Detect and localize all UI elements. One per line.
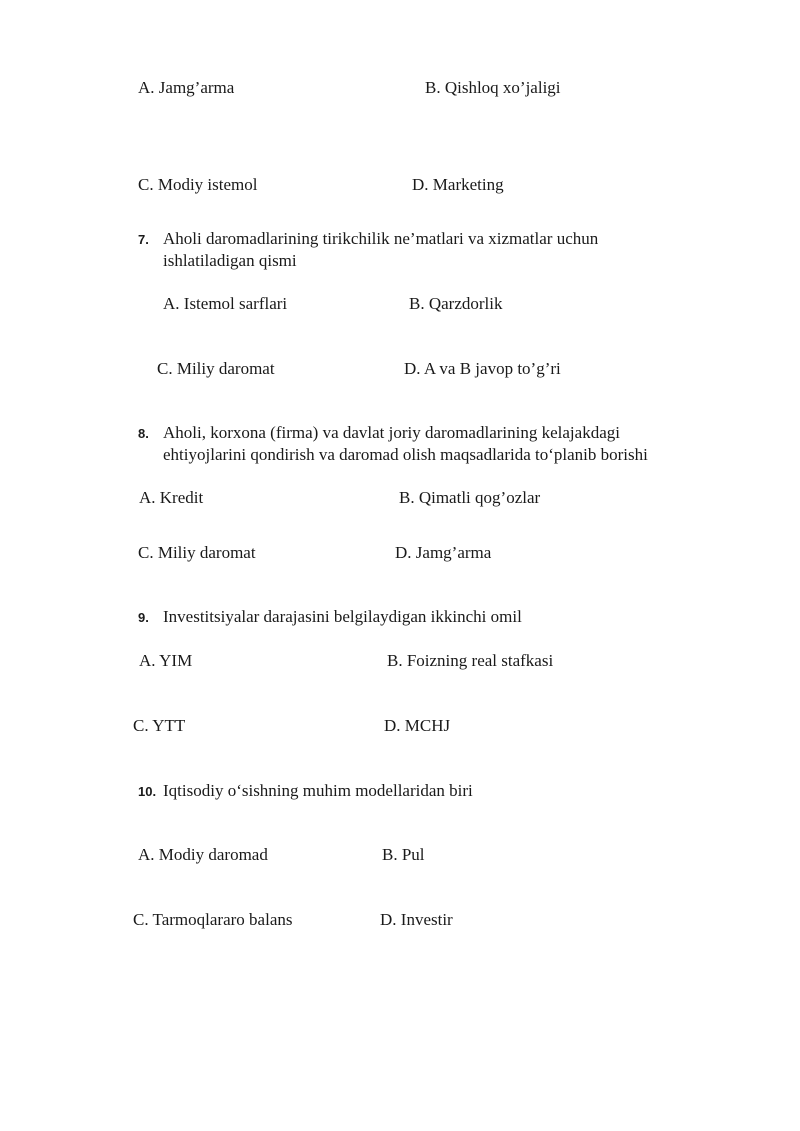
q6-option-b: B. Qishloq xo’jaligi <box>425 78 561 97</box>
q7-option-d: D. A va B javop to’g’ri <box>404 359 561 378</box>
q9-option-d: D. MCHJ <box>384 716 451 735</box>
q10-option-d: D. Investir <box>380 910 453 929</box>
q10-option-c: C. Tarmoqlararo balans <box>133 910 293 929</box>
q9-text-line1: Investitsiyalar darajasini belgilaydigan ikkinchi omil <box>163 607 522 626</box>
q8-text-line2: ehtiyojlarini qondirish va daromad olish maqsadlarida to‘planib borishi <box>163 445 648 464</box>
q9-option-a: A. YIM <box>139 651 193 670</box>
q10-text-line1: Iqtisodiy o‘sishning muhim modellaridan biri <box>163 781 473 800</box>
q9-option-b: B. Foizning real stafkasi <box>387 651 554 670</box>
q10-number: 10. <box>138 784 157 799</box>
q7-option-b: B. Qarzdorlik <box>409 294 503 313</box>
q7-option-c: C. Miliy daromat <box>157 359 275 378</box>
q7-option-a: A. Istemol sarflari <box>163 294 288 313</box>
q8-option-d: D. Jamg’arma <box>395 543 492 562</box>
q10-option-a: A. Modiy daromad <box>138 845 268 864</box>
q9-option-c: C. YTT <box>133 716 186 735</box>
q7-text-line2: ishlatiladigan qismi <box>163 251 297 270</box>
q8-number: 8. <box>138 426 149 441</box>
q8-option-c: C. Miliy daromat <box>138 543 256 562</box>
q7-number: 7. <box>138 232 149 247</box>
q8-text-line1: Aholi, korxona (firma) va davlat joriy daromadlarining kelajakdagi <box>163 423 620 442</box>
q8-option-b: B. Qimatli qog’ozlar <box>399 488 541 507</box>
q6-option-c: C. Modiy istemol <box>138 175 258 194</box>
q9-number: 9. <box>138 610 149 625</box>
q8-option-a: A. Kredit <box>139 488 204 507</box>
q7-text-line1: Aholi daromadlarining tirikchilik ne’matlari va xizmatlar uchun <box>163 229 599 248</box>
q6-option-a: A. Jamg’arma <box>138 78 235 97</box>
q10-option-b: B. Pul <box>382 845 425 864</box>
q6-option-d: D. Marketing <box>412 175 504 194</box>
